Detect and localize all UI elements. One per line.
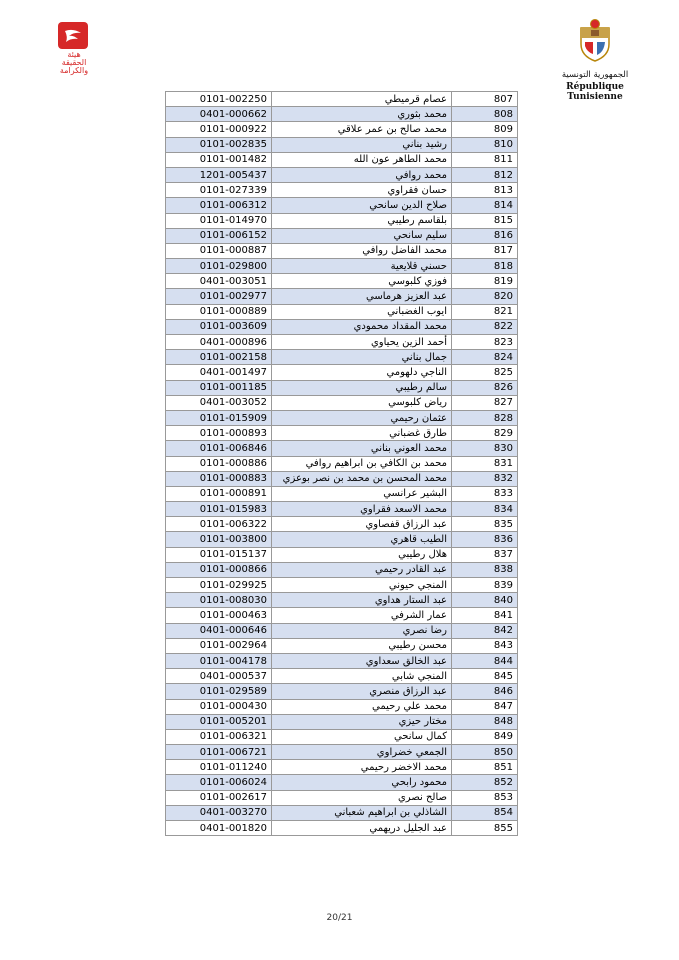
row-number-cell: 821 bbox=[452, 304, 518, 319]
name-cell: أحمد الزين يحياوي bbox=[272, 335, 452, 350]
row-number-cell: 855 bbox=[452, 821, 518, 836]
table-row bbox=[166, 821, 518, 836]
row-number-cell: 824 bbox=[452, 350, 518, 365]
row-number-cell: 852 bbox=[452, 775, 518, 790]
table-row bbox=[166, 319, 518, 334]
name-cell: سالم رطيبي bbox=[272, 380, 452, 395]
name-cell: عبد الرزاق منصري bbox=[272, 684, 452, 699]
name-cell: سليم سانحي bbox=[272, 228, 452, 243]
file-code-cell: 0101-029800 bbox=[166, 259, 272, 274]
row-number-cell: 814 bbox=[452, 198, 518, 213]
table-row bbox=[166, 547, 518, 562]
row-number-cell: 807 bbox=[452, 92, 518, 107]
file-code-cell: 0401-000662 bbox=[166, 107, 272, 122]
table-row bbox=[166, 274, 518, 289]
name-cell: محمد علي رحيمي bbox=[272, 699, 452, 714]
table-row bbox=[166, 805, 518, 820]
name-cell: ايوب الغضباني bbox=[272, 304, 452, 319]
row-number-cell: 844 bbox=[452, 653, 518, 668]
name-cell: عثمان رحيمي bbox=[272, 410, 452, 425]
name-cell: محمود رابحي bbox=[272, 775, 452, 790]
file-code-cell: 0101-002617 bbox=[166, 790, 272, 805]
row-number-cell: 840 bbox=[452, 593, 518, 608]
table-row bbox=[166, 107, 518, 122]
file-code-cell: 0401-001497 bbox=[166, 365, 272, 380]
table-row bbox=[166, 532, 518, 547]
file-code-cell: 0101-027339 bbox=[166, 183, 272, 198]
table-row bbox=[166, 562, 518, 577]
row-number-cell: 843 bbox=[452, 638, 518, 653]
file-code-cell: 0101-003800 bbox=[166, 532, 272, 547]
name-cell: كمال سانحي bbox=[272, 729, 452, 744]
row-number-cell: 832 bbox=[452, 471, 518, 486]
name-cell: فوزي كلبوسي bbox=[272, 274, 452, 289]
file-code-cell: 0101-029589 bbox=[166, 684, 272, 699]
victims-table bbox=[165, 91, 518, 836]
name-cell: محمد روافي bbox=[272, 167, 452, 182]
name-cell: الشاذلي بن ابراهيم شعباني bbox=[272, 805, 452, 820]
row-number-cell: 836 bbox=[452, 532, 518, 547]
name-cell: طارق غضباني bbox=[272, 426, 452, 441]
name-cell: البشير عرانسي bbox=[272, 486, 452, 501]
name-cell: عصام قرميطي bbox=[272, 92, 452, 107]
name-cell: محمد صالح بن عمر علاقي bbox=[272, 122, 452, 137]
name-cell: رياض كلبوسي bbox=[272, 395, 452, 410]
table-row bbox=[166, 167, 518, 182]
table-row bbox=[166, 395, 518, 410]
name-cell: الجمعي خضراوي bbox=[272, 745, 452, 760]
name-cell: جمال بناني bbox=[272, 350, 452, 365]
row-number-cell: 827 bbox=[452, 395, 518, 410]
table-row bbox=[166, 486, 518, 501]
row-number-cell: 850 bbox=[452, 745, 518, 760]
file-code-cell: 0101-005201 bbox=[166, 714, 272, 729]
table-row bbox=[166, 122, 518, 137]
emblem-french-caption: République Tunisienne bbox=[566, 82, 624, 102]
file-code-cell: 0101-001482 bbox=[166, 152, 272, 167]
name-cell: محسن رطيبي bbox=[272, 638, 452, 653]
row-number-cell: 823 bbox=[452, 335, 518, 350]
table-row bbox=[166, 517, 518, 532]
name-cell: رشيد بناني bbox=[272, 137, 452, 152]
ivd-logo-text bbox=[58, 51, 90, 75]
file-code-cell: 0101-000893 bbox=[166, 426, 272, 441]
table-row bbox=[166, 350, 518, 365]
file-code-cell: 0101-000891 bbox=[166, 486, 272, 501]
row-number-cell: 833 bbox=[452, 486, 518, 501]
table-row bbox=[166, 471, 518, 486]
file-code-cell: 0101-008030 bbox=[166, 593, 272, 608]
file-code-cell: 0101-015909 bbox=[166, 410, 272, 425]
row-number-cell: 809 bbox=[452, 122, 518, 137]
name-cell: مختار حيزي bbox=[272, 714, 452, 729]
row-number-cell: 830 bbox=[452, 441, 518, 456]
table-row bbox=[166, 684, 518, 699]
file-code-cell: 0101-029925 bbox=[166, 578, 272, 593]
name-cell: محمد المحسن بن محمد بن نصر بوعزي bbox=[272, 471, 452, 486]
row-number-cell: 845 bbox=[452, 669, 518, 684]
file-code-cell: 0101-000886 bbox=[166, 456, 272, 471]
name-cell: عمار الشرفي bbox=[272, 608, 452, 623]
ivd-logo-line-2: الحقيقة bbox=[61, 58, 87, 67]
file-code-cell: 0101-002250 bbox=[166, 92, 272, 107]
table-row bbox=[166, 228, 518, 243]
row-number-cell: 816 bbox=[452, 228, 518, 243]
ivd-logo bbox=[58, 22, 90, 76]
file-code-cell: 0101-006721 bbox=[166, 745, 272, 760]
row-number-cell: 835 bbox=[452, 517, 518, 532]
ivd-logo-line-3: والكرامة bbox=[59, 66, 89, 75]
name-cell: صالح نصري bbox=[272, 790, 452, 805]
row-number-cell: 819 bbox=[452, 274, 518, 289]
name-cell: رضا نصري bbox=[272, 623, 452, 638]
emblem-arabic-caption: الجمهورية التونسية bbox=[561, 70, 629, 80]
name-cell: عبد الرزاق قفصاوي bbox=[272, 517, 452, 532]
table-row bbox=[166, 608, 518, 623]
table-row bbox=[166, 198, 518, 213]
table-row bbox=[166, 410, 518, 425]
name-cell: محمد العوني بناني bbox=[272, 441, 452, 456]
row-number-cell: 808 bbox=[452, 107, 518, 122]
page-number: 20/21 bbox=[326, 913, 353, 923]
name-cell: الناجي دلهومي bbox=[272, 365, 452, 380]
table-row bbox=[166, 289, 518, 304]
name-cell: محمد الفاضل روافي bbox=[272, 243, 452, 258]
table-row bbox=[166, 638, 518, 653]
table-row bbox=[166, 335, 518, 350]
table-row bbox=[166, 259, 518, 274]
file-code-cell: 0101-006321 bbox=[166, 729, 272, 744]
name-cell: محمد المقداد محمودي bbox=[272, 319, 452, 334]
file-code-cell: 0101-001185 bbox=[166, 380, 272, 395]
file-code-cell: 0101-000883 bbox=[166, 471, 272, 486]
file-code-cell: 1201-005437 bbox=[166, 167, 272, 182]
file-code-cell: 0401-003270 bbox=[166, 805, 272, 820]
name-cell: حسان فقراوي bbox=[272, 183, 452, 198]
name-cell: محمد الطاهر عون الله bbox=[272, 152, 452, 167]
table-row bbox=[166, 502, 518, 517]
table-row bbox=[166, 92, 518, 107]
table-row bbox=[166, 441, 518, 456]
name-cell: المنجي حيوني bbox=[272, 578, 452, 593]
row-number-cell: 811 bbox=[452, 152, 518, 167]
name-cell: عبد الستار هداوي bbox=[272, 593, 452, 608]
file-code-cell: 0101-004178 bbox=[166, 653, 272, 668]
table-row bbox=[166, 137, 518, 152]
row-number-cell: 831 bbox=[452, 456, 518, 471]
name-cell: عبد الخالق سعداوي bbox=[272, 653, 452, 668]
row-number-cell: 849 bbox=[452, 729, 518, 744]
victims-table-body bbox=[166, 92, 518, 836]
table-row bbox=[166, 745, 518, 760]
name-cell: المنجي شابي bbox=[272, 669, 452, 684]
file-code-cell: 0101-000430 bbox=[166, 699, 272, 714]
row-number-cell: 825 bbox=[452, 365, 518, 380]
file-code-cell: 0101-006846 bbox=[166, 441, 272, 456]
name-cell: هلال رطيبي bbox=[272, 547, 452, 562]
row-number-cell: 829 bbox=[452, 426, 518, 441]
file-code-cell: 0101-000922 bbox=[166, 122, 272, 137]
table-row bbox=[166, 304, 518, 319]
file-code-cell: 0101-002158 bbox=[166, 350, 272, 365]
table-row bbox=[166, 714, 518, 729]
row-number-cell: 812 bbox=[452, 167, 518, 182]
file-code-cell: 0101-002835 bbox=[166, 137, 272, 152]
table-row bbox=[166, 243, 518, 258]
table-row bbox=[166, 152, 518, 167]
table-row bbox=[166, 669, 518, 684]
file-code-cell: 0101-015983 bbox=[166, 502, 272, 517]
table-row bbox=[166, 653, 518, 668]
table-row bbox=[166, 775, 518, 790]
ivd-logo-mark bbox=[58, 22, 88, 49]
name-cell: محمد الاسعد فقراوي bbox=[272, 502, 452, 517]
table-row bbox=[166, 790, 518, 805]
row-number-cell: 848 bbox=[452, 714, 518, 729]
row-number-cell: 854 bbox=[452, 805, 518, 820]
name-cell: محمد بن الكافي بن ابراهيم روافي bbox=[272, 456, 452, 471]
table-row bbox=[166, 426, 518, 441]
name-cell: عبد القادر رحيمي bbox=[272, 562, 452, 577]
name-cell: عبد العزيز هرماسي bbox=[272, 289, 452, 304]
file-code-cell: 0401-003051 bbox=[166, 274, 272, 289]
name-cell: حسني قلايعية bbox=[272, 259, 452, 274]
file-code-cell: 0401-001820 bbox=[166, 821, 272, 836]
file-code-cell: 0101-000889 bbox=[166, 304, 272, 319]
name-cell: بلقاسم رطيبي bbox=[272, 213, 452, 228]
file-code-cell: 0101-002977 bbox=[166, 289, 272, 304]
file-code-cell: 0101-015137 bbox=[166, 547, 272, 562]
table-row bbox=[166, 365, 518, 380]
file-code-cell: 0401-000537 bbox=[166, 669, 272, 684]
row-number-cell: 826 bbox=[452, 380, 518, 395]
table-row bbox=[166, 380, 518, 395]
file-code-cell: 0401-000896 bbox=[166, 335, 272, 350]
row-number-cell: 828 bbox=[452, 410, 518, 425]
file-code-cell: 0101-000866 bbox=[166, 562, 272, 577]
row-number-cell: 820 bbox=[452, 289, 518, 304]
name-cell: صلاح الدين سانحي bbox=[272, 198, 452, 213]
file-code-cell: 0101-014970 bbox=[166, 213, 272, 228]
table-row bbox=[166, 456, 518, 471]
table-row bbox=[166, 760, 518, 775]
file-code-cell: 0101-011240 bbox=[166, 760, 272, 775]
row-number-cell: 847 bbox=[452, 699, 518, 714]
file-code-cell: 0101-002964 bbox=[166, 638, 272, 653]
row-number-cell: 846 bbox=[452, 684, 518, 699]
table-row bbox=[166, 729, 518, 744]
table-row bbox=[166, 699, 518, 714]
file-code-cell: 0101-006322 bbox=[166, 517, 272, 532]
row-number-cell: 817 bbox=[452, 243, 518, 258]
row-number-cell: 851 bbox=[452, 760, 518, 775]
row-number-cell: 853 bbox=[452, 790, 518, 805]
file-code-cell: 0101-006312 bbox=[166, 198, 272, 213]
file-code-cell: 0101-006152 bbox=[166, 228, 272, 243]
row-number-cell: 839 bbox=[452, 578, 518, 593]
table-row bbox=[166, 183, 518, 198]
name-cell: الطيب قاهري bbox=[272, 532, 452, 547]
row-number-cell: 813 bbox=[452, 183, 518, 198]
table-row bbox=[166, 578, 518, 593]
row-number-cell: 818 bbox=[452, 259, 518, 274]
file-code-cell: 0101-006024 bbox=[166, 775, 272, 790]
name-cell: محمد الاخضر رحيمي bbox=[272, 760, 452, 775]
row-number-cell: 822 bbox=[452, 319, 518, 334]
table-row bbox=[166, 623, 518, 638]
row-number-cell: 841 bbox=[452, 608, 518, 623]
file-code-cell: 0101-000887 bbox=[166, 243, 272, 258]
file-code-cell: 0101-003609 bbox=[166, 319, 272, 334]
row-number-cell: 834 bbox=[452, 502, 518, 517]
table-row bbox=[166, 593, 518, 608]
file-code-cell: 0101-000463 bbox=[166, 608, 272, 623]
table-row bbox=[166, 213, 518, 228]
tunisia-coat-of-arms-icon bbox=[577, 18, 613, 62]
name-cell: عبد الجليل دريهمي bbox=[272, 821, 452, 836]
row-number-cell: 842 bbox=[452, 623, 518, 638]
ivd-logo-line-1: هيئة bbox=[67, 50, 81, 59]
row-number-cell: 815 bbox=[452, 213, 518, 228]
file-code-cell: 0401-003052 bbox=[166, 395, 272, 410]
row-number-cell: 810 bbox=[452, 137, 518, 152]
name-cell: محمد بثوري bbox=[272, 107, 452, 122]
file-code-cell: 0401-000646 bbox=[166, 623, 272, 638]
row-number-cell: 837 bbox=[452, 547, 518, 562]
tunisia-emblem-block bbox=[540, 18, 650, 102]
row-number-cell: 838 bbox=[452, 562, 518, 577]
ivd-logo-icon bbox=[62, 27, 84, 45]
